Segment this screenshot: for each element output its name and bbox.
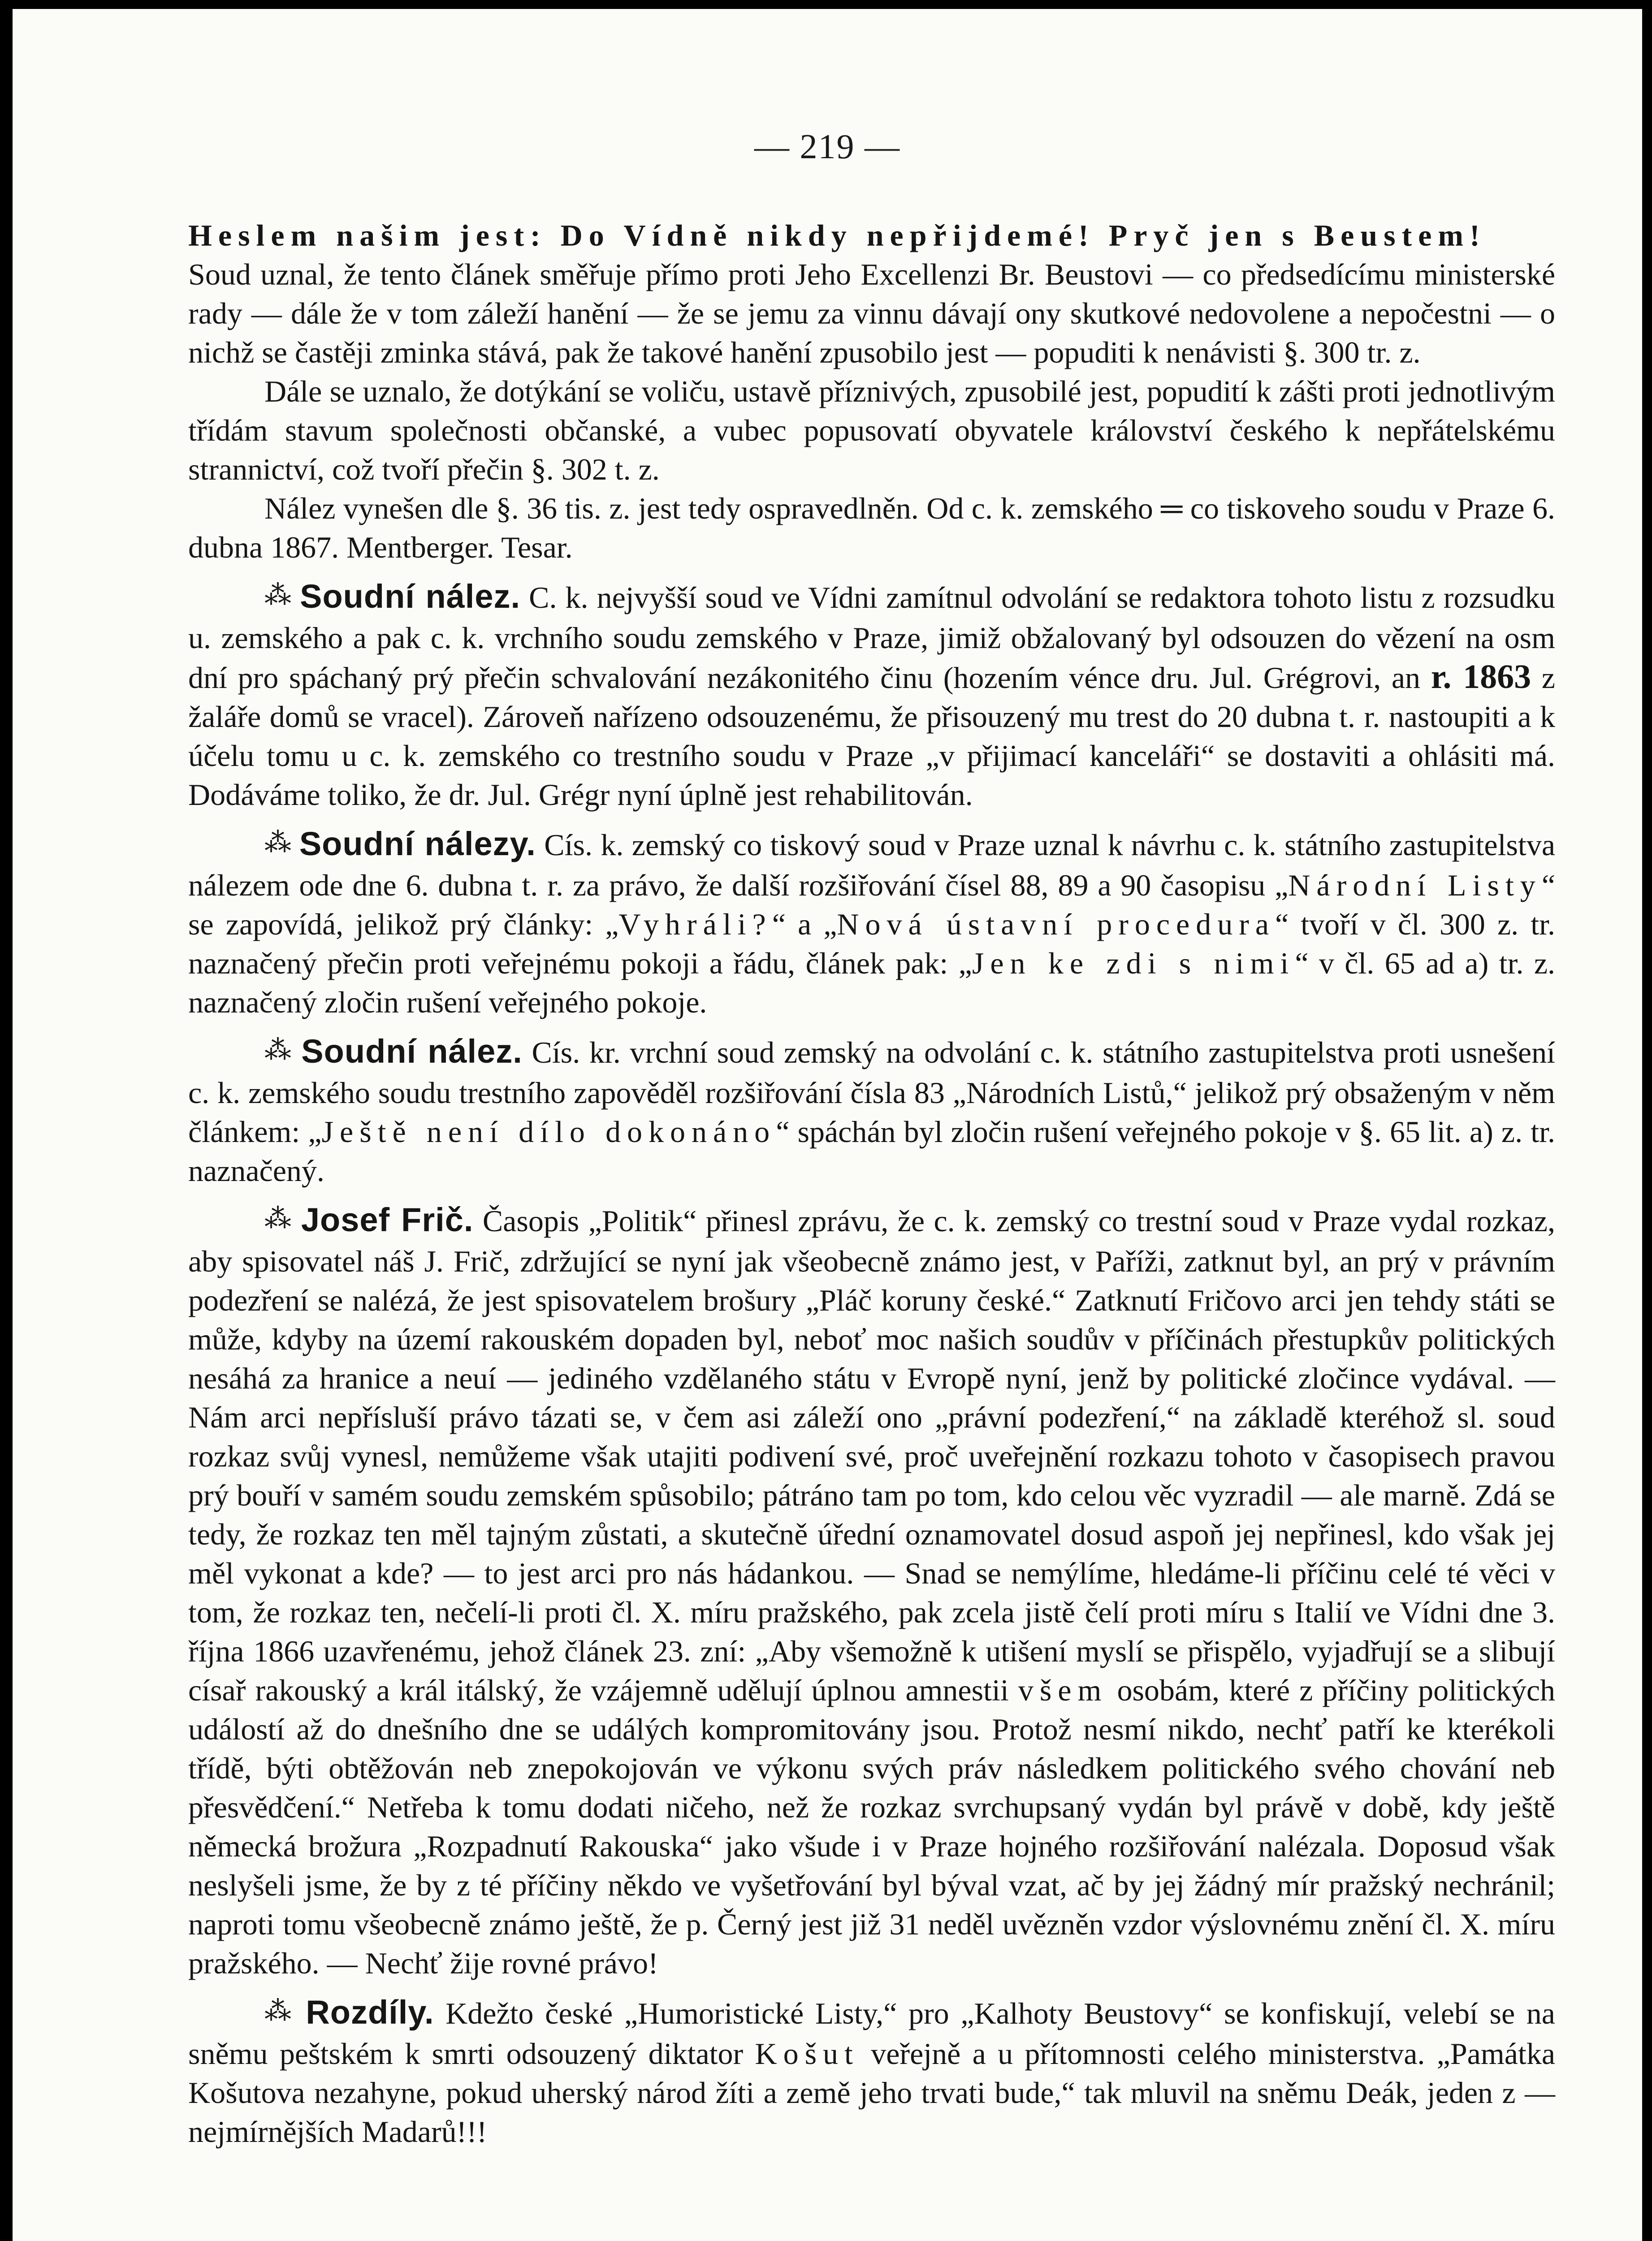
paragraph-verdict-issued	[188, 489, 1555, 567]
text-run: C. k. nejvyšší soud ve Vídni zamítnul odvolání se redaktora tohoto listu z rozsudku u. zemského a pak c. k. vrchního soudu zemského v Praze, jimiž obžalovaný byl odsouzen do vězení na osm dní pro spáchaný prý přečin schvalování nezákonitého činu (hozením vénce dru. Jul. Grégrovi, an	[188, 580, 1555, 695]
article-josef-fric	[188, 1200, 1555, 1983]
article-soudni-nalezy	[188, 824, 1555, 1022]
text-run: Soudní nálezy.	[299, 825, 536, 862]
article-soudni-nalez-2	[188, 1032, 1555, 1190]
text-run: Vyhráli?	[618, 907, 772, 941]
text-run: osobám, které z příčiny politických událostí až do dnešního dne se událých kompromitovány jsou. Protož nesmí nikdo, nechť patří ke kterékoli třídě, býti obtěžován neb znepokojován ve výkonu svých práv následkem politického svého chování neb přesvědčení.“ Netřeba k tomu dodati ničeho, než že rozkaz svrchupsaný vydán byl právě v době, kdy ještě německá brožura „Rozpadnutí Rakouska“ jako všude i v Praze hojného rozšiřování nalézala. Doposud však neslyšeli jsme, že by z té příčiny někdo ve vyšetřování byl býval vzat, ač by jej žádný mír pražský nechránil; naproti tomu všeobecně známo ještě, že p. Černý jest již 31 neděl uvězněn vzdor výslovnému znění čl. X. míru pražského. — Nechť žije rovné právo!	[188, 1673, 1555, 1980]
text-run: Soudní nález.	[301, 1033, 523, 1070]
text-run: veřejně a u přítomnosti celého ministerstva. „Památka Košutova nezahyne, pokud uherský národ žíti a země jeho trvati bude,“ tak mluvil na sněmu Deák, jeden z — nejmírnějších Madarů!!!	[188, 2037, 1555, 2149]
text-run: všem	[1018, 1673, 1108, 1707]
article-rozdily	[188, 1993, 1555, 2151]
paragraph-court-ruling	[188, 255, 1555, 372]
text-run: Soudní nález.	[300, 578, 521, 615]
text-run: z žaláře domů se vracel). Zároveň nařízeno odsouzenému, že přisouzený mu trest do 20 dubna t. r. nastoupiti a k účelu tomu u c. k. zemského co trestního soudu v Praze „v přijimací kanceláři“ se dostaviti a ohlásiti má. Dodáváme toliko, že dr. Jul. Grégr nyní úplně jest rehabilitován.	[188, 661, 1555, 812]
text-run: “ spáchán byl zločin rušení veřejného pokoje v §. 65 lit. a) z. tr. naznačený.	[188, 1115, 1555, 1188]
text-run: ⁂	[264, 1035, 302, 1065]
paragraph-motto	[188, 216, 1555, 255]
text-run: ⁂	[264, 828, 299, 857]
text-run: Cís. kr. vrchní soud zemský na odvolání c. k. státního zastupitelstva proti usnešení c. k. zemského soudu trestního zapověděl rozšiřování čísla 83 „Národních Listů,“ jelikož prý obsaženým v něm článkem: „	[188, 1035, 1556, 1149]
text-run: Národní Listy	[1288, 868, 1542, 902]
text-run: Košut	[755, 2037, 859, 2071]
paragraph-further-ruling	[188, 372, 1555, 489]
text-run: Nález vynešen dle §. 36 tis. z. jest tedy ospravedlněn. Od c. k. zemského ═ co tiskoveho soudu v Praze 6. dubna 1867. Mentberger. Tesar.	[188, 491, 1555, 564]
text-run: ⁂	[264, 1996, 306, 2026]
page-number: — 219 —	[754, 127, 900, 166]
text-run: ⁂	[264, 1204, 301, 1233]
text-run: Josef Frič.	[301, 1201, 474, 1238]
text-run: Cís. k. zemský co tiskový soud v Praze uznal k návrhu c. k. státního zastupitelstva nálezem ode dne 6. dubna t. r. za právo, že další rozšiřování čísel 88, 89 a 90 časopisu „	[188, 828, 1556, 902]
text-run: r. 1863	[1431, 658, 1531, 696]
text-run: Rozdíly.	[306, 1994, 434, 2031]
text-run: Nová ústavní procedura	[837, 907, 1276, 941]
text-run: Soud uznal, že tento článek směřuje přímo proti Jeho Excellenzi Br. Beustovi — co předsedícímu ministerské rady — dále že v tom záleží hanění — že se jemu za vinnu dávají ony skutkové nedovolene a nepočestni — o nichž se častěji zminka stává, pak že takové hanění zpusobilo jest — popuditi k nenávisti §. 300 tr. z.	[188, 257, 1555, 369]
text-run: Časopis „Politik“ přinesl zprávu, že c. k. zemský co trestní soud v Praze vydal rozkaz, aby spisovatel náš J. Frič, zdržující se nyní jak všeobecně známo jest, v Paříži, zatknut byl, an prý v právním podezření se nalézá, že jest spisovatelem brošury „Pláč koruny české.“ Zatknutí Fričovo arci jen tehdy státi se může, kdyby na území rakouském dopaden byl, neboť moc našich soudův v příčinách přestupkův politických nesáhá za hranice a neuí — jediného vzdělaného státu v Evropě nyní, jenž by politické zločince vydával. — Nám arci nepřísluší právo tázati se, v čem asi záleží ono „právní podezření,“ na základě kteréhož sl. soud rozkaz svůj vynesl, nemůžeme však utajiti podivení své, proč uveřejnění rozkazu tohoto v časopisech pravou prý bouří v samém soudu zemském spůsobilo; pátráno tam po tom, kdo celou věc vyzradil — ale marně. Zdá se tedy, že rozkaz ten měl tajným zůstati, a skutečně úřední oznamovatel dosud aspoň jej nepřinesl, kdo však jej měl vykonat a kde? — to jest arci pro nás hádankou. — Snad se nemýlíme, hledáme-li příčinu celé té věci v tom, že rozkaz ten, nečelí-li proti čl. X. míru pražského, pak zcela jistě čelí proti míru s Italií ve Vídni dne 3. října 1866 uzavřenému, jehož článek 23. zní: „Aby všemožně k utišení myslí se přispělo, vyjadřují se a slibují císař rakouský a král itálský, že vzájemně udělují úplnou amnestii	[188, 1204, 1555, 1707]
article-soudni-nalez-1	[188, 577, 1555, 814]
document-page	[13, 9, 1642, 2241]
text-run: “ tvoří v čl. 300 z. tr. naznačený přečin proti veřejnému pokoji a řádu, článek pak: „	[188, 907, 1555, 980]
text-column	[188, 206, 1555, 2151]
text-run: Kdežto české „Humoristické Listy,“ pro „Kalhoty Beustovy“ se konfiskují, velebí se na sněmu peštském k smrti odsouzený diktator	[188, 1996, 1555, 2071]
text-run: Ještě není dílo dokonáno	[321, 1115, 776, 1149]
text-run: “ se zapovídá, jelikož prý články: „	[188, 868, 1555, 941]
text-run: ⁂	[264, 580, 300, 610]
text-run: Jen ke zdi s nimi	[972, 946, 1295, 980]
text-run: “ v čl. 65 ad a) tr. z. naznačený zločin rušení veřejného pokoje.	[188, 946, 1555, 1019]
text-run: Dále se uznalo, že dotýkání se voliču, ustavě příznivých, zpusobilé jest, popudití k zášti proti jednotlivým třídám stavum společnosti občanské, a vubec popusovatí obyvatele království českého k nepřátelskému strannictví, což tvoří přečin §. 302 t. z.	[188, 374, 1555, 486]
text-run: “ a „	[772, 907, 837, 941]
text-run: Heslem našim jest: Do Vídně nikdy nepřijdemé! Pryč jen s Beustem!	[188, 218, 1486, 252]
